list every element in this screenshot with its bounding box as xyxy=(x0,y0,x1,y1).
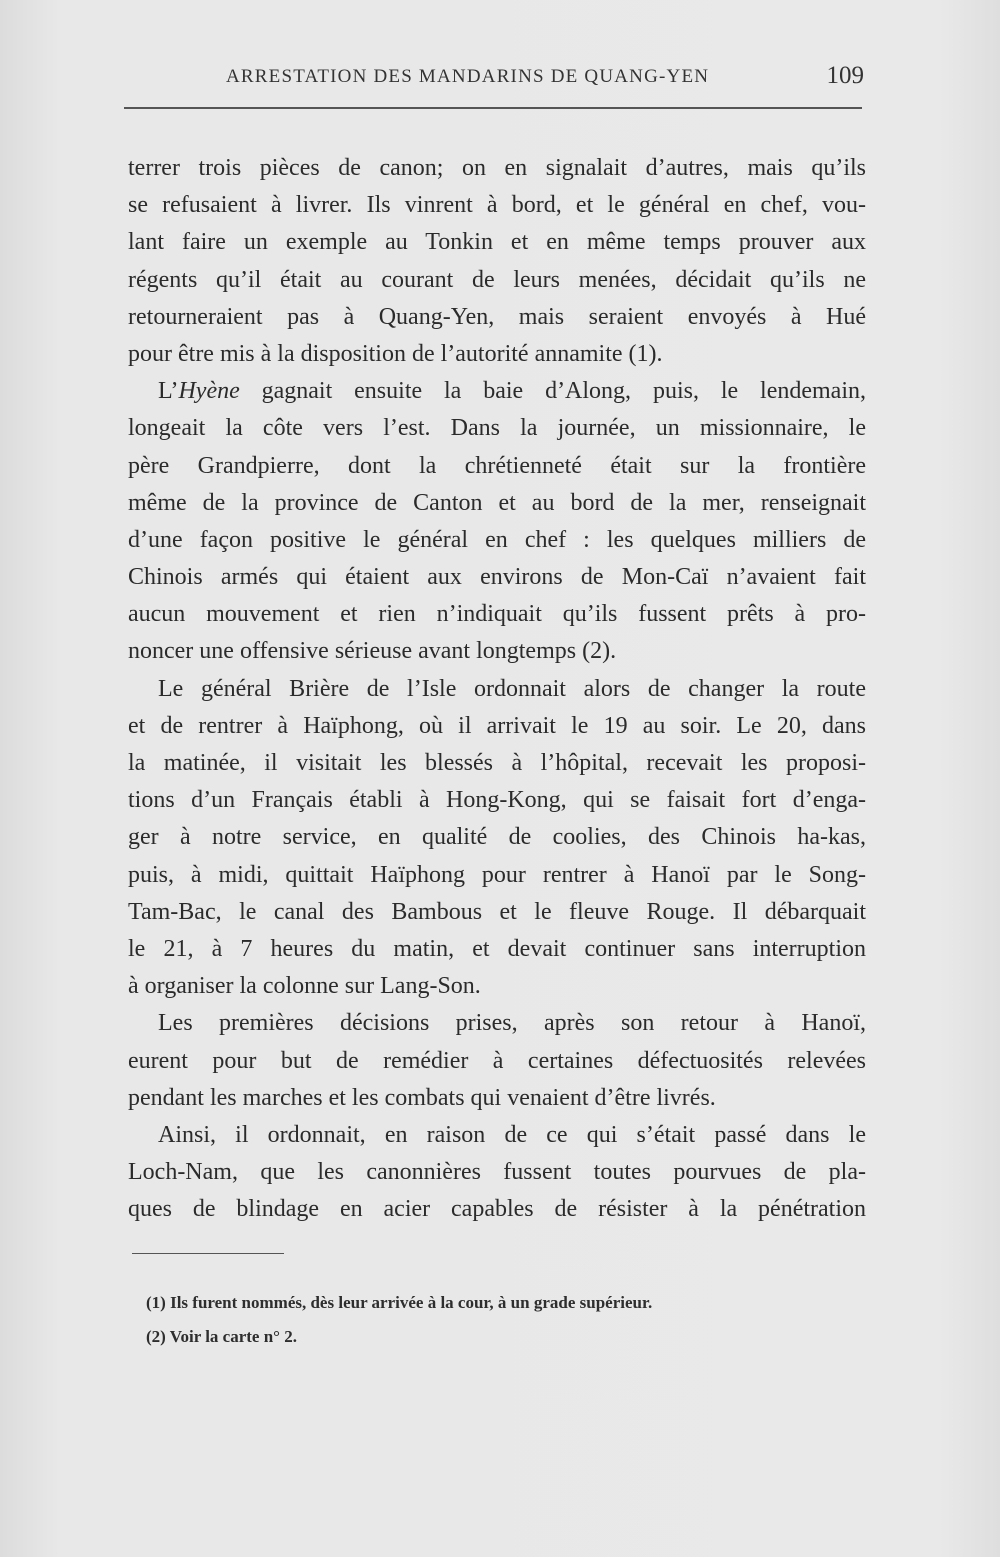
footnote-rule xyxy=(132,1253,284,1254)
text-line: aucun mouvement et rien n’indiquait qu’ils fussent prêts à pro- xyxy=(128,601,866,628)
page-number: 109 xyxy=(826,62,864,89)
ship-name: Hyène xyxy=(178,378,240,405)
text-line: eurent pour but de remédier à certaines défectuosités relevées xyxy=(128,1047,866,1074)
running-head xyxy=(128,62,862,92)
text-line: lant faire un exemple au Tonkin et en même temps prouver aux xyxy=(128,229,866,256)
body-text xyxy=(128,150,866,1228)
text-line: pendant les marches et les combats qui venaient d’être livrés. xyxy=(128,1084,716,1111)
text-line: noncer une offensive sérieuse avant longtemps (2). xyxy=(128,638,617,665)
text-line: pour être mis à la disposition de l’autorité annamite (1). xyxy=(128,340,663,367)
text-line: Les premières décisions prises, après son retour à Hanoï, xyxy=(158,1010,866,1037)
footnote-2: (2) Voir la carte n° 2. xyxy=(146,1327,297,1346)
header-rule xyxy=(124,107,862,109)
text-line: retourneraient pas à Quang-Yen, mais seraient envoyés à Hué xyxy=(128,303,866,330)
text-line: Chinois armés qui étaient aux environs de Mon-Caï n’avaient fait xyxy=(128,564,866,591)
text-line: longeait la côte vers l’est. Dans la journée, un missionnaire, le xyxy=(128,415,866,442)
text-line: même de la province de Canton et au bord de la mer, renseignait xyxy=(128,489,866,516)
text-line: Tam-Bac, le canal des Bambous et le fleuve Rouge. Il débarquait xyxy=(128,898,866,925)
text-line: Le général Brière de l’Isle ordonnait alors de changer la route xyxy=(158,675,866,702)
text-line: tions d’un Français établi à Hong-Kong, qui se faisait fort d’enga- xyxy=(128,787,866,814)
text-line: Ainsi, il ordonnait, en raison de ce qui s’était passé dans le xyxy=(158,1121,866,1148)
text-line: et de rentrer à Haïphong, où il arrivait le 19 au soir. Le 20, dans xyxy=(128,712,866,739)
text-line: le 21, à 7 heures du matin, et devait continuer sans interruption xyxy=(128,935,866,962)
text-line: d’une façon positive le général en chef : les quelques milliers de xyxy=(128,526,866,553)
text-line: L’Hyène gagnait ensuite la baie d’Along, puis, le lendemain, xyxy=(158,378,866,405)
text-line: terrer trois pièces de canon; on en signalait d’autres, mais qu’ils xyxy=(128,155,866,181)
text-line: ques de blindage en acier capables de résister à la pénétration xyxy=(128,1196,866,1223)
text-line: régents qu’il était au courant de leurs menées, décidait qu’ils ne xyxy=(128,266,866,293)
text-line: père Grandpierre, dont la chrétienneté était sur la frontière xyxy=(128,452,866,479)
text-line: Loch-Nam, que les canonnières fussent toutes pourvues de pla- xyxy=(128,1159,866,1186)
text-line: ger à notre service, en qualité de coolies, des Chinois ha-kas, xyxy=(128,824,866,851)
text-line: la matinée, il visitait les blessés à l’hôpital, recevait les proposi- xyxy=(128,750,866,776)
text-line: se refusaient à livrer. Ils vinrent à bord, et le général en chef, vou- xyxy=(128,192,866,219)
running-title: ARRESTATION DES MANDARINS DE QUANG-YEN xyxy=(226,66,710,87)
footnote-1: (1) Ils furent nommés, dès leur arrivée à la cour, à un grade supérieur. xyxy=(146,1293,653,1312)
footnotes xyxy=(146,1286,866,1354)
text-line: puis, à midi, quittait Haïphong pour rentrer à Hanoï par le Song- xyxy=(128,861,866,888)
text-line: à organiser la colonne sur Lang-Son. xyxy=(128,973,481,1000)
